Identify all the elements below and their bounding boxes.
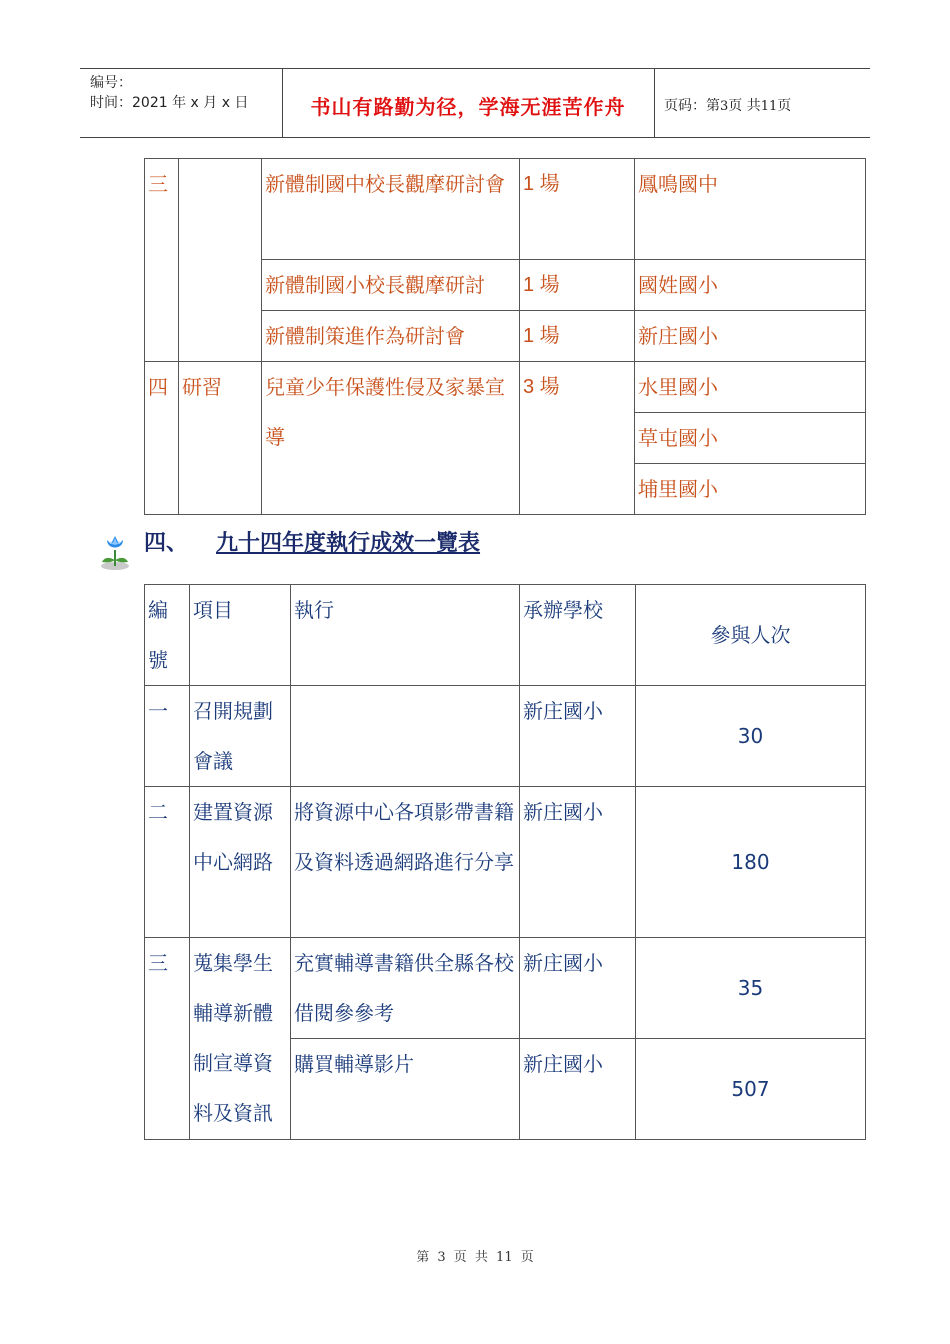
exec-cell: 充實輔導書籍供全縣各校借閱參參考 (291, 938, 520, 1039)
school-cell: 水里國小 (635, 362, 866, 413)
header-no: 編號 (145, 585, 190, 686)
header-item: 項目 (190, 585, 291, 686)
page-prefix: 页码：第 (664, 98, 720, 114)
row-category (179, 159, 262, 362)
flower-icon (98, 532, 132, 572)
count-cell: 3 場 (520, 362, 635, 515)
row-number: 一 (145, 686, 190, 787)
time-label: 时间：2021 年 x 月 x 日 (90, 95, 249, 111)
count-cell: 30 (636, 686, 866, 787)
item-cell: 蒐集學生輔導新體制宣導資料及資訊 (190, 938, 291, 1140)
school-cell: 新庄國小 (520, 787, 636, 938)
table-row (145, 686, 866, 787)
page-footer: 第 3 页 共 11 页 (416, 1250, 534, 1265)
section-title (144, 526, 480, 557)
count-cell: 180 (636, 787, 866, 938)
school-cell: 國姓國小 (635, 260, 866, 311)
header-exec: 執行 (291, 585, 520, 686)
activity-cell: 新體制國中校長觀摩研討會 (262, 159, 520, 260)
section-number: 四、 (144, 531, 189, 556)
count-cell: 1 場 (520, 311, 635, 362)
school-cell: 新庄國小 (520, 686, 636, 787)
exec-cell: 購買輔導影片 (291, 1039, 520, 1140)
page-header (80, 68, 870, 138)
school-cell: 埔里國小 (635, 464, 866, 515)
page-number: 3 (720, 99, 729, 114)
page-mid: 页 共 (728, 98, 761, 114)
school-cell: 鳳鳴國中 (635, 159, 866, 260)
school-cell: 新庄國小 (520, 938, 636, 1039)
serial-label: 编号： (90, 75, 132, 91)
activity-cell: 新體制策進作為研討會 (262, 311, 520, 362)
school-cell: 草屯國小 (635, 413, 866, 464)
table-header-row (145, 585, 866, 686)
activity-cell: 兒童少年保護性侵及家暴宣導 (262, 362, 520, 515)
school-cell: 新庄國小 (520, 1039, 636, 1140)
item-cell: 建置資源中心網路 (190, 787, 291, 938)
header-motto: 书山有路勤为径，学海无涯苦作舟 (310, 95, 626, 119)
table-row (145, 362, 866, 413)
school-cell: 新庄國小 (635, 311, 866, 362)
header-page-info (664, 95, 791, 115)
header-count: 參與人次 (636, 585, 866, 686)
count-cell: 507 (636, 1039, 866, 1140)
page-total: 11 (760, 99, 778, 114)
exec-cell (291, 686, 520, 787)
count-cell: 1 場 (520, 159, 635, 260)
count-cell: 35 (636, 938, 866, 1039)
page-suffix: 页 (777, 98, 792, 114)
row-category: 研習 (179, 362, 262, 515)
activity-cell: 新體制國小校長觀摩研討 (262, 260, 520, 311)
table-row (145, 159, 866, 260)
section-title-text: 九十四年度執行成效一覽表 (216, 531, 481, 556)
row-number: 二 (145, 787, 190, 938)
results-table (144, 584, 866, 1140)
activity-table (144, 158, 866, 515)
row-number: 三 (145, 159, 179, 362)
header-meta (90, 73, 248, 113)
table-row (145, 938, 866, 1039)
row-number: 四 (145, 362, 179, 515)
header-divider (654, 69, 655, 137)
item-cell: 召開規劃會議 (190, 686, 291, 787)
count-cell: 1 場 (520, 260, 635, 311)
header-school: 承辦學校 (520, 585, 636, 686)
table-row (145, 787, 866, 938)
exec-cell: 將資源中心各項影帶書籍及資料透過網路進行分享 (291, 787, 520, 938)
row-number: 三 (145, 938, 190, 1140)
